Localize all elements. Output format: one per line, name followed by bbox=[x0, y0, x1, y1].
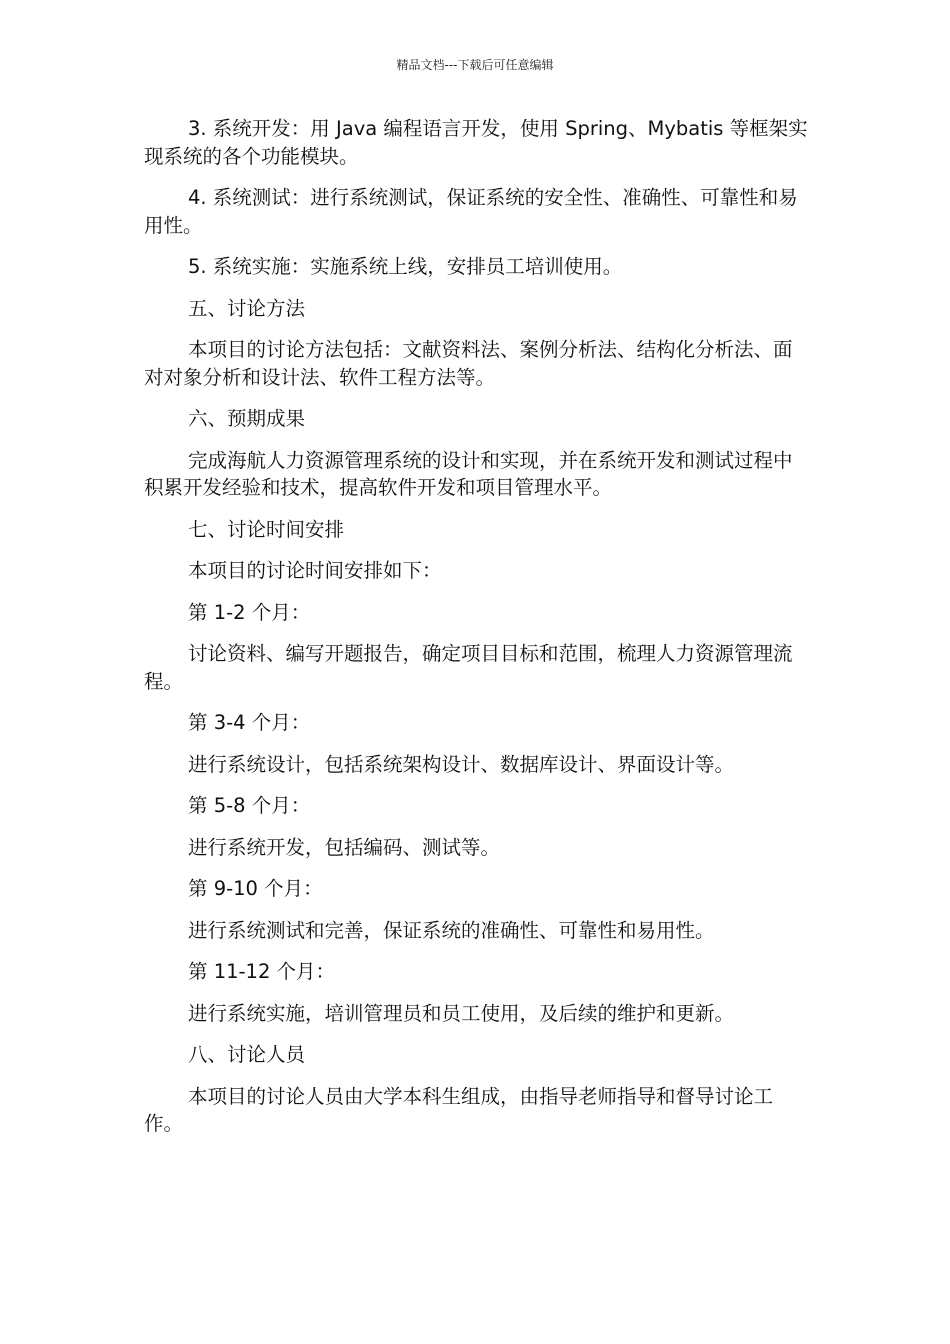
schedule-task-2: 进行系统设计，包括系统架构设计、数据库设计、界面设计等。 bbox=[188, 752, 735, 776]
paragraph-system-implementation: 5. 系统实施：实施系统上线，安排员工培训使用。 bbox=[188, 255, 623, 278]
schedule-task-4: 进行系统测试和完善，保证系统的准确性、可靠性和易用性。 bbox=[188, 918, 715, 942]
schedule-period-5: 第 11-12 个月： bbox=[188, 960, 336, 983]
paragraph-expected-results: 完成海航人力资源管理系统的设计和实现，并在系统开发和测试过程中积累开发经验和技术，提高软件开发和项目管理水平。 bbox=[144, 448, 793, 499]
schedule-task-5: 进行系统实施，培训管理员和员工使用，及后续的维护和更新。 bbox=[188, 1001, 735, 1025]
page-header: 精品文档---下载后可任意编辑 bbox=[396, 58, 554, 72]
paragraph-system-development: 3. 系统开发：用 Java 编程语言开发，使用 Spring、Mybatis 等框架实现系统的各个功能模块。 bbox=[144, 117, 808, 168]
document-body bbox=[144, 115, 808, 1152]
section-heading-methods: 五、讨论方法 bbox=[188, 296, 306, 320]
schedule-period-3: 第 5-8 个月： bbox=[188, 794, 311, 817]
section-heading-expected-results: 六、预期成果 bbox=[188, 407, 306, 430]
paragraph-methods: 本项目的讨论方法包括：文献资料法、案例分析法、结构化分析法、面对对象分析和设计法、软件工程方法等。 bbox=[144, 338, 793, 389]
schedule-task-3: 进行系统开发，包括编码、测试等。 bbox=[188, 835, 501, 859]
section-heading-personnel: 八、讨论人员 bbox=[188, 1043, 306, 1066]
paragraph-schedule-intro: 本项目的讨论时间安排如下： bbox=[188, 559, 442, 582]
schedule-period-2: 第 3-4 个月： bbox=[188, 711, 311, 734]
schedule-period-4: 第 9-10 个月： bbox=[188, 877, 323, 900]
schedule-task-1: 讨论资料、编写开题报告，确定项目目标和范围，梳理人力资源管理流程。 bbox=[144, 642, 793, 693]
paragraph-personnel: 本项目的讨论人员由大学本科生组成，由指导老师指导和督导讨论工作。 bbox=[144, 1084, 774, 1135]
section-heading-schedule: 七、讨论时间安排 bbox=[188, 517, 345, 541]
schedule-period-1: 第 1-2 个月： bbox=[188, 600, 311, 624]
paragraph-system-testing: 4. 系统测试：进行系统测试，保证系统的安全性、准确性、可靠性和易用性。 bbox=[144, 186, 798, 237]
